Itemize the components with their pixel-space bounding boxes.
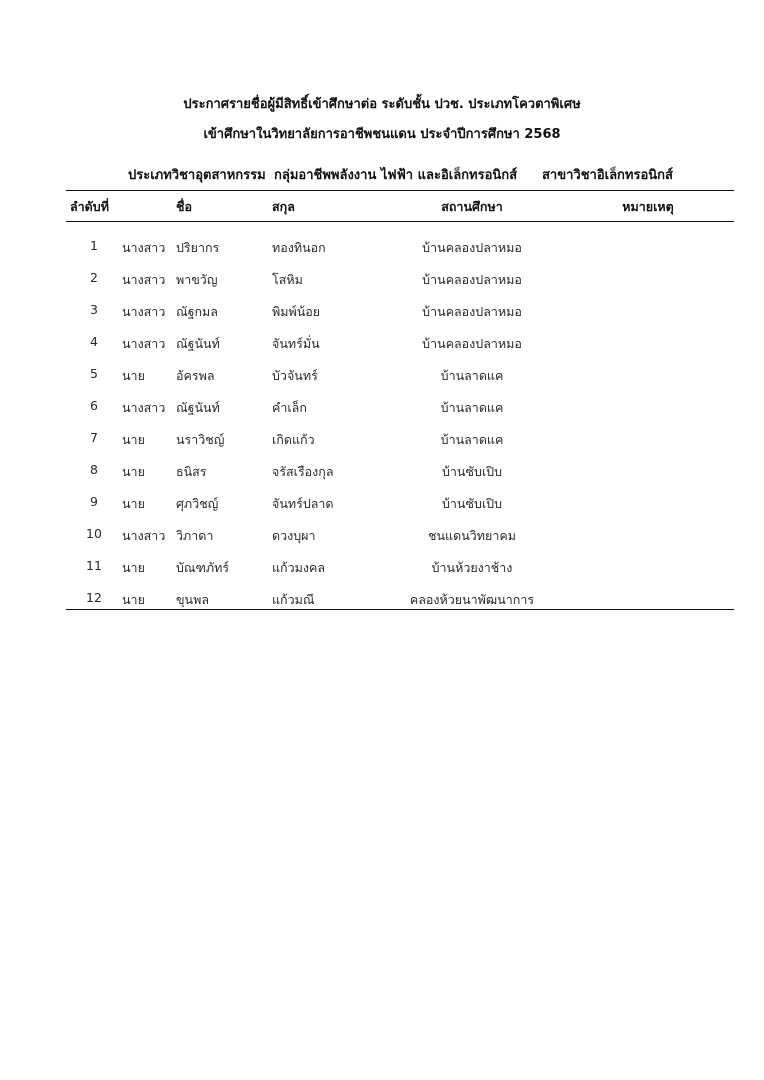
column-header-school: สถานศึกษา bbox=[441, 199, 503, 214]
row-first-name: ณัฐนันท์ bbox=[176, 336, 220, 351]
table-row: 12 นาย ขุนพล แก้วมณี คลองห้วยนาพัฒนาการ bbox=[0, 582, 764, 614]
row-school: บ้านลาดแค bbox=[440, 368, 504, 383]
row-prefix: นางสาว bbox=[122, 336, 166, 351]
row-first-name: ศุภวิชญ์ bbox=[176, 496, 219, 511]
row-first-name: นราวิชญ์ bbox=[176, 432, 225, 447]
row-last-name: เกิดแก้ว bbox=[272, 432, 315, 447]
program-type: ประเภทวิชาอุตสาหกรรม bbox=[128, 168, 266, 183]
row-last-name: แก้วมงคล bbox=[272, 560, 326, 575]
table-row: 7 นาย นราวิชญ์ เกิดแก้ว บ้านลาดแค bbox=[0, 422, 764, 454]
row-last-name: พิมพ์น้อย bbox=[272, 304, 321, 319]
row-school: บ้านห้วยงาช้าง bbox=[431, 560, 513, 575]
occupation-group: กลุ่มอาชีพพลังงาน ไฟฟ้า และอิเล็กทรอนิกส์ bbox=[274, 168, 518, 183]
row-last-name: จรัสเรืองกุล bbox=[272, 464, 334, 479]
row-first-name: ธนิสร bbox=[176, 464, 207, 479]
document-subtitle: เข้าศึกษาในวิทยาลัยการอาชีพชนแดน ประจำปีการศึกษา 2568 bbox=[203, 127, 561, 142]
row-school: คลองห้วยนาพัฒนาการ bbox=[409, 592, 535, 607]
row-school: บ้านคลองปลาหมอ bbox=[422, 304, 522, 319]
table-body bbox=[0, 230, 764, 614]
table-row: 6 นางสาว ณัฐนันท์ คำเล็ก บ้านลาดแค bbox=[0, 390, 764, 422]
table-top-rule bbox=[66, 190, 734, 191]
row-prefix: นางสาว bbox=[122, 304, 166, 319]
row-prefix: นาย bbox=[122, 592, 145, 607]
row-last-name: จันทร์มั่น bbox=[272, 336, 320, 351]
row-school: บ้านคลองปลาหมอ bbox=[422, 240, 522, 255]
table-row: 1 นางสาว ปริยากร ทองทินอก บ้านคลองปลาหมอ bbox=[0, 230, 764, 262]
row-prefix: นาย bbox=[122, 432, 145, 447]
table-header-rule bbox=[66, 221, 734, 222]
row-last-name: ทองทินอก bbox=[272, 240, 326, 255]
row-first-name: วิภาดา bbox=[176, 528, 214, 543]
row-school: บ้านซับเปิบ bbox=[441, 464, 503, 479]
table-bottom-rule bbox=[66, 609, 734, 610]
row-first-name: พาขวัญ bbox=[176, 272, 218, 287]
table-row: 4 นางสาว ณัฐนันท์ จันทร์มั่น บ้านคลองปลาหมอ bbox=[0, 326, 764, 358]
row-school: บ้านลาดแค bbox=[440, 432, 504, 447]
column-header-first-name: ชื่อ bbox=[176, 199, 192, 214]
column-header-note: หมายเหตุ bbox=[622, 199, 674, 214]
row-prefix: นาย bbox=[122, 464, 145, 479]
row-first-name: บัณฑภัทร์ bbox=[176, 560, 230, 575]
row-last-name: แก้วมณี bbox=[272, 592, 315, 607]
row-school: บ้านคลองปลาหมอ bbox=[422, 272, 522, 287]
table-row: 8 นาย ธนิสร จรัสเรืองกุล บ้านซับเปิบ bbox=[0, 454, 764, 486]
column-header-no: ลำดับที่ bbox=[70, 199, 109, 214]
table-row: 10 นางสาว วิภาดา ดวงบุผา ชนแดนวิทยาคม bbox=[0, 518, 764, 550]
row-first-name: อัครพล bbox=[176, 368, 215, 383]
row-prefix: นาย bbox=[122, 560, 145, 575]
row-prefix: นางสาว bbox=[122, 528, 166, 543]
row-first-name: ขุนพล bbox=[176, 592, 209, 607]
table-row: 3 นางสาว ณัฐกมล พิมพ์น้อย บ้านคลองปลาหมอ bbox=[0, 294, 764, 326]
row-school: ชนแดนวิทยาคม bbox=[428, 528, 516, 543]
row-prefix: นาย bbox=[122, 496, 145, 511]
row-prefix: นางสาว bbox=[122, 400, 166, 415]
row-school: บ้านลาดแค bbox=[440, 400, 504, 415]
row-school: บ้านคลองปลาหมอ bbox=[422, 336, 522, 351]
table-row: 9 นาย ศุภวิชญ์ จันทร์ปลาด บ้านซับเปิบ bbox=[0, 486, 764, 518]
column-header-last-name: สกุล bbox=[272, 199, 295, 214]
row-first-name: ปริยากร bbox=[176, 240, 220, 255]
row-prefix: นาย bbox=[122, 368, 145, 383]
table-row: 11 นาย บัณฑภัทร์ แก้วมงคล บ้านห้วยงาช้าง bbox=[0, 550, 764, 582]
row-school: บ้านซับเปิบ bbox=[441, 496, 503, 511]
row-first-name: ณัฐนันท์ bbox=[176, 400, 220, 415]
major: สาขาวิชาอิเล็กทรอนิกส์ bbox=[542, 168, 673, 183]
row-last-name: ดวงบุผา bbox=[272, 528, 316, 543]
row-first-name: ณัฐกมล bbox=[176, 304, 218, 319]
row-last-name: บัวจันทร์ bbox=[272, 368, 318, 383]
row-prefix: นางสาว bbox=[122, 240, 166, 255]
table-row: 5 นาย อัครพล บัวจันทร์ บ้านลาดแค bbox=[0, 358, 764, 390]
row-last-name: จันทร์ปลาด bbox=[272, 496, 334, 511]
row-last-name: โสหิม bbox=[272, 272, 303, 287]
table-row: 2 นางสาว พาขวัญ โสหิม บ้านคลองปลาหมอ bbox=[0, 262, 764, 294]
row-prefix: นางสาว bbox=[122, 272, 166, 287]
row-last-name: คำเล็ก bbox=[272, 400, 307, 415]
document-title: ประกาศรายชื่อผู้มีสิทธิ์เข้าศึกษาต่อ ระดับชั้น ปวช. ประเภทโควตาพิเศษ bbox=[183, 97, 581, 112]
